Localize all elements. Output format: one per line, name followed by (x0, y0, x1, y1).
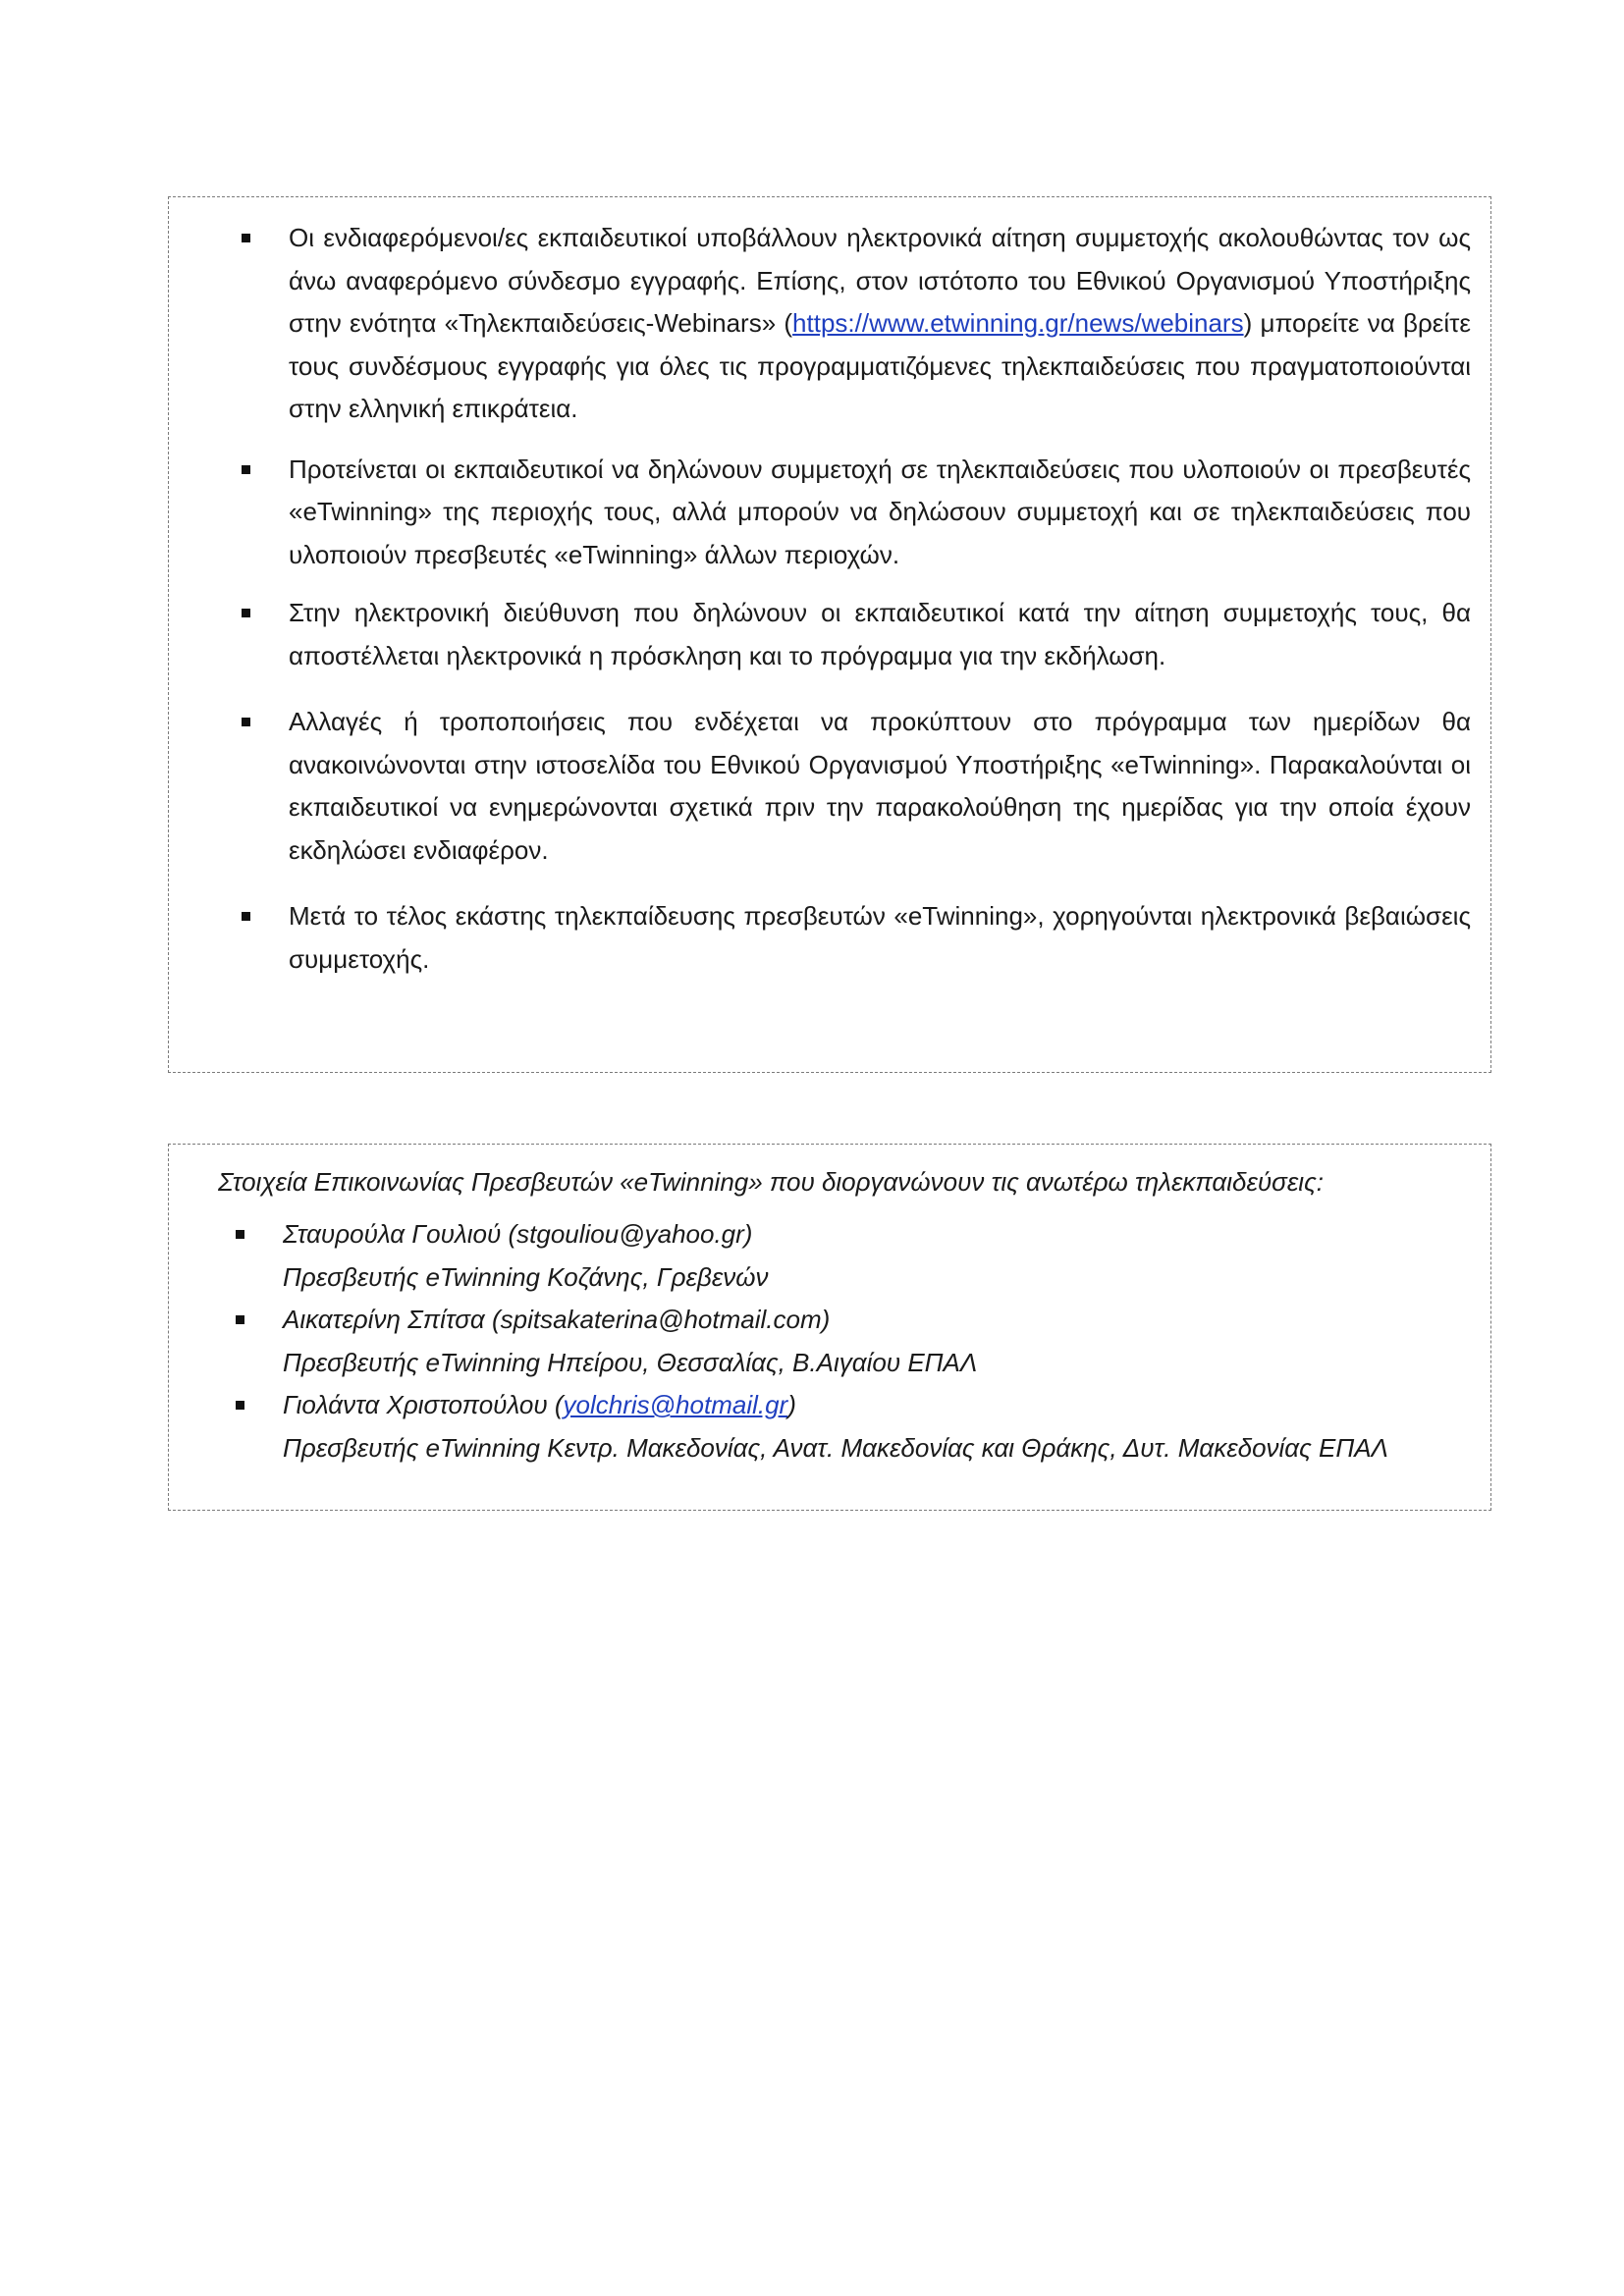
list-item (169, 701, 1490, 872)
square-bullet-icon (242, 465, 250, 474)
square-bullet-icon (242, 609, 250, 617)
square-bullet-icon (236, 1401, 244, 1410)
square-bullet-icon (236, 1315, 244, 1324)
contact-name: Αικατερίνη Σπίτσα (spitsakaterina@hotmail.com) (283, 1305, 831, 1334)
contact-item (169, 1299, 1490, 1384)
contact-role: Πρεσβευτής eTwinning Κεντρ. Μακεδονίας, Ανατ. Μακεδονίας και Θράκης, Δυτ. Μακεδονίας ΕΠΑΛ (283, 1432, 1388, 1463)
list-item (169, 895, 1490, 981)
square-bullet-icon (242, 912, 250, 921)
email-link[interactable]: yolchris@hotmail.gr (563, 1390, 788, 1419)
contact-item (169, 1213, 1490, 1299)
contacts-heading: Στοιχεία Επικοινωνίας Πρεσβευτών «eTwinning» που διοργανώνουν τις ανωτέρω τηλεκπαιδεύσεις: (218, 1167, 1324, 1197)
item-text: Προτείνεται οι εκπαιδευτικοί να δηλώνουν συμμετοχή σε τηλεκπαιδεύσεις που υλοποιούν οι πρεσβευτές «eTwinning» της περιοχής τους, αλλά μπορούν να δηλώσουν συμμετοχή και σε τηλεκπαιδεύσεις που υλοποιούν πρεσβευτές «eTwinning» άλλων περιοχών. (289, 454, 1471, 569)
list-item (169, 592, 1490, 677)
square-bullet-icon (236, 1230, 244, 1239)
webinars-link[interactable]: https://www.etwinning.gr/news/webinars (792, 308, 1244, 338)
contact-role: Πρεσβευτής eTwinning Κοζάνης, Γρεβενών (283, 1261, 769, 1292)
item-text: Στην ηλεκτρονική διεύθυνση που δηλώνουν οι εκπαιδευτικοί κατά την αίτηση συμμετοχής τους, θα αποστέλλεται ηλεκτρονικά η πρόσκληση και το πρόγραμμα για την εκδήλωση. (289, 598, 1471, 670)
item-text: Μετά το τέλος εκάστης τηλεκπαίδευσης πρεσβευτών «eTwinning», χορηγούνται ηλεκτρονικά βεβαιώσεις συμμετοχής. (289, 901, 1471, 974)
contacts-list (169, 1213, 1490, 1469)
contact-name-text: Γιολάντα Χριστοπούλου ( (283, 1390, 564, 1419)
square-bullet-icon (242, 234, 250, 242)
item-text: Οι ενδιαφερόμενοι/ες εκπαιδευτικοί υποβάλλουν ηλεκτρονικά αίτηση συμμετοχής ακολουθώντας τον ως άνω αναφερόμενο σύνδεσμο εγγραφής. Επίσης, στον ιστότοπο του Εθνικού Οργανισμού Υποστήριξης στην ενότητα «Τηλεκπαιδεύσεις-Webinars» ( (289, 223, 1471, 338)
list-item (169, 217, 1490, 431)
square-bullet-icon (242, 718, 250, 726)
contact-name: Σταυρούλα Γουλιού (stgouliou@yahoo.gr) (283, 1219, 753, 1249)
info-bullet-list (169, 217, 1490, 981)
contact-item (169, 1384, 1490, 1469)
contact-name-text: ) (787, 1390, 796, 1419)
item-text: Αλλαγές ή τροποποιήσεις που ενδέχεται να προκύπτουν στο πρόγραμμα των ημερίδων θα ανακοινώνονται στην ιστοσελίδα του Εθνικού Οργανισμού Υποστήριξης «eTwinning». Παρακαλούνται οι εκπαιδευτικοί να ενημερώνονται σχετικά πριν την παρακολούθηση της ημερίδας για την οποία έχουν εκδηλώσει ενδιαφέρον. (289, 707, 1471, 865)
contact-name (283, 1384, 1441, 1427)
contact-role: Πρεσβευτής eTwinning Ηπείρου, Θεσσαλίας, Β.Αιγαίου ΕΠΑΛ (283, 1347, 978, 1377)
info-box (168, 196, 1491, 1073)
item-text: ) μπορείτε να βρείτε τους συνδέσμους εγγραφής για όλες τις προγραμματιζόμενες τηλεκπαιδεύσεις που πραγματοποιούνται στην ελληνική επικράτεια. (289, 308, 1471, 423)
contacts-box (168, 1144, 1491, 1511)
list-item (169, 449, 1490, 577)
